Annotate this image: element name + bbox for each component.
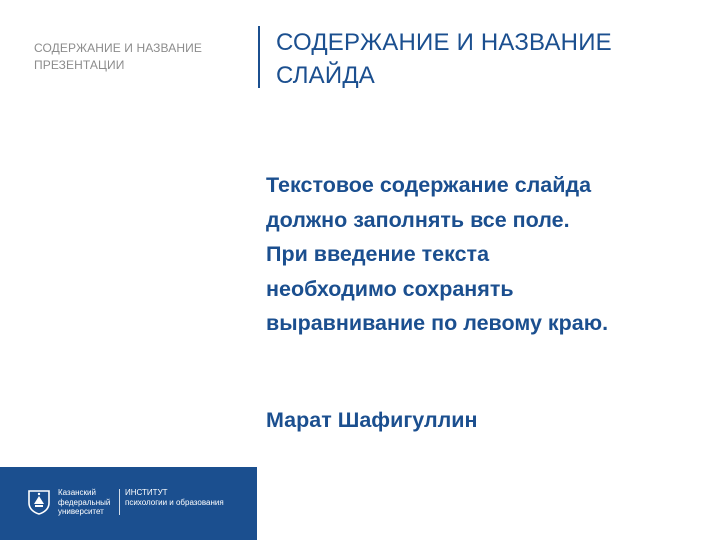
slide-body-text [266,168,716,341]
author-name: Марат Шафигуллин [266,408,478,432]
body-line: При введение текста [266,242,490,266]
body-line: выравнивание по левому краю. [266,311,609,335]
university-name-line: федеральный [58,497,111,507]
university-emblem-icon [27,489,51,515]
body-line: должно заполнять все поле. [266,207,570,232]
institute-name-line: психологии и образования [125,498,224,507]
slide-title: СОДЕРЖАНИЕ И НАЗВАНИЕ СЛАЙДА [276,29,612,89]
university-name [58,488,110,517]
body-line: Текстовое содержание слайда [266,173,592,197]
university-name-line: университет [58,507,104,516]
footer-logo-panel [0,467,257,540]
title-divider [258,26,260,88]
footer-divider [119,489,120,515]
body-line: необходимо сохранять [266,276,514,301]
institute-name-line: ИНСТИТУТ [125,488,168,497]
university-name-line: Казанский [58,488,96,497]
presentation-title: СОДЕРЖАНИЕ И НАЗВАНИЕ ПРЕЗЕНТАЦИИ [34,41,202,72]
institute-name [125,488,224,508]
